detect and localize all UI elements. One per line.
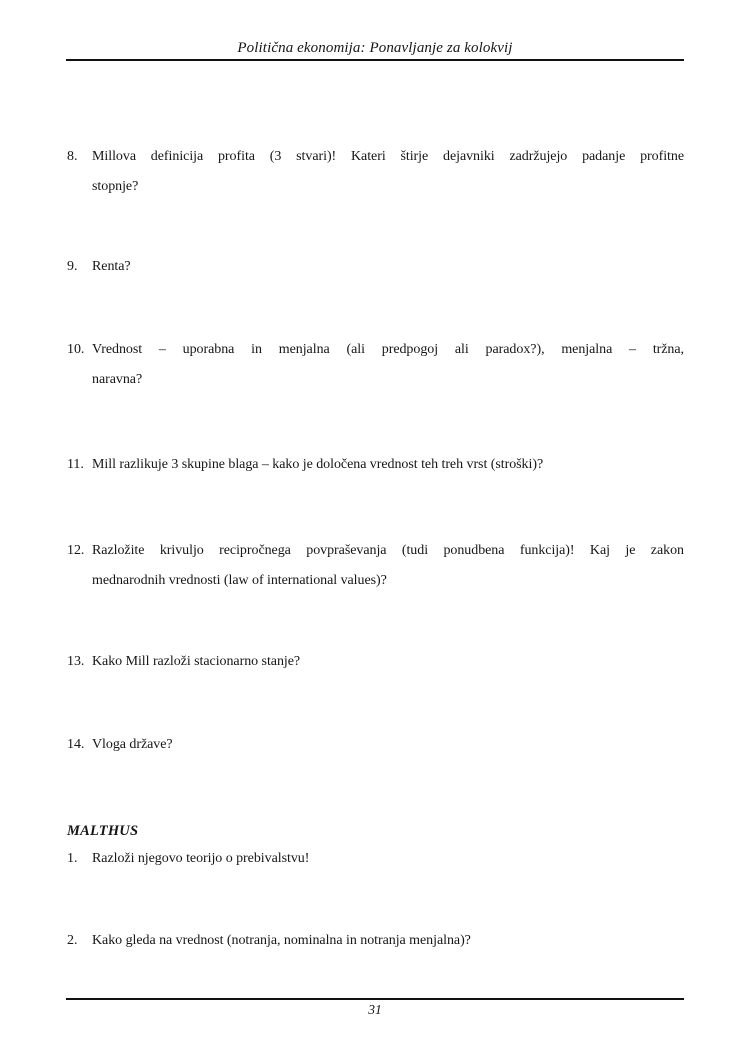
question-text-line: mednarodnih vrednosti (law of international values)? — [92, 573, 387, 588]
question-item-14 — [67, 730, 684, 760]
question-text-line: Razloži njegovo teorijo o prebivalstvu! — [92, 851, 310, 866]
page-header-title: Politična ekonomija: Ponavljanje za kolokvij — [237, 40, 513, 56]
question-item-11 — [67, 450, 684, 480]
question-text — [92, 252, 684, 282]
question-item-12 — [67, 536, 684, 596]
question-text-line: Millova definicija profita (3 stvari)! Kateri štirje dejavniki zadržujejo padanje profitne — [92, 149, 684, 164]
header-rule — [66, 59, 684, 61]
question-text-line: naravna? — [92, 372, 143, 387]
malthus-question-item-2 — [67, 926, 684, 956]
question-number: 12. — [67, 543, 85, 558]
malthus-question-item-1 — [67, 844, 684, 874]
question-text-line: Kako Mill razloži stacionarno stanje? — [92, 654, 301, 669]
question-text — [92, 536, 684, 596]
question-number: 13. — [67, 654, 85, 669]
question-text — [92, 142, 684, 202]
question-item-8 — [67, 142, 684, 202]
footer-rule — [66, 998, 684, 1000]
page-number: 31 — [368, 1002, 382, 1017]
question-number: 1. — [67, 851, 78, 866]
question-text — [92, 844, 684, 874]
section-title-malthus: MALTHUS — [67, 823, 139, 839]
question-number: 8. — [67, 149, 78, 164]
question-text-line: Kako gleda na vrednost (notranja, nominalna in notranja menjalna)? — [92, 933, 471, 948]
question-number: 10. — [67, 342, 85, 357]
question-text-line: stopnje? — [92, 179, 139, 194]
question-item-9 — [67, 252, 684, 282]
question-text-line: Vloga države? — [92, 737, 173, 752]
question-number: 11. — [67, 457, 84, 472]
question-text-line: Mill razlikuje 3 skupine blaga – kako je določena vrednost teh treh vrst (stroški)? — [92, 457, 544, 472]
question-text-line: Renta? — [92, 259, 131, 274]
question-item-13 — [67, 647, 684, 677]
question-text — [92, 926, 684, 956]
question-item-10 — [67, 335, 684, 395]
question-text-line: Razložite krivuljo recipročnega povpraševanja (tudi ponudbena funkcija)! Kaj je zakon — [92, 543, 684, 558]
question-number: 14. — [67, 737, 85, 752]
question-text — [92, 730, 684, 760]
question-text — [92, 450, 684, 480]
question-number: 2. — [67, 933, 78, 948]
question-text — [92, 647, 684, 677]
question-number: 9. — [67, 259, 78, 274]
question-text — [92, 335, 684, 395]
question-text-line: Vrednost – uporabna in menjalna (ali predpogoj ali paradox?), menjalna – tržna, — [92, 342, 684, 357]
